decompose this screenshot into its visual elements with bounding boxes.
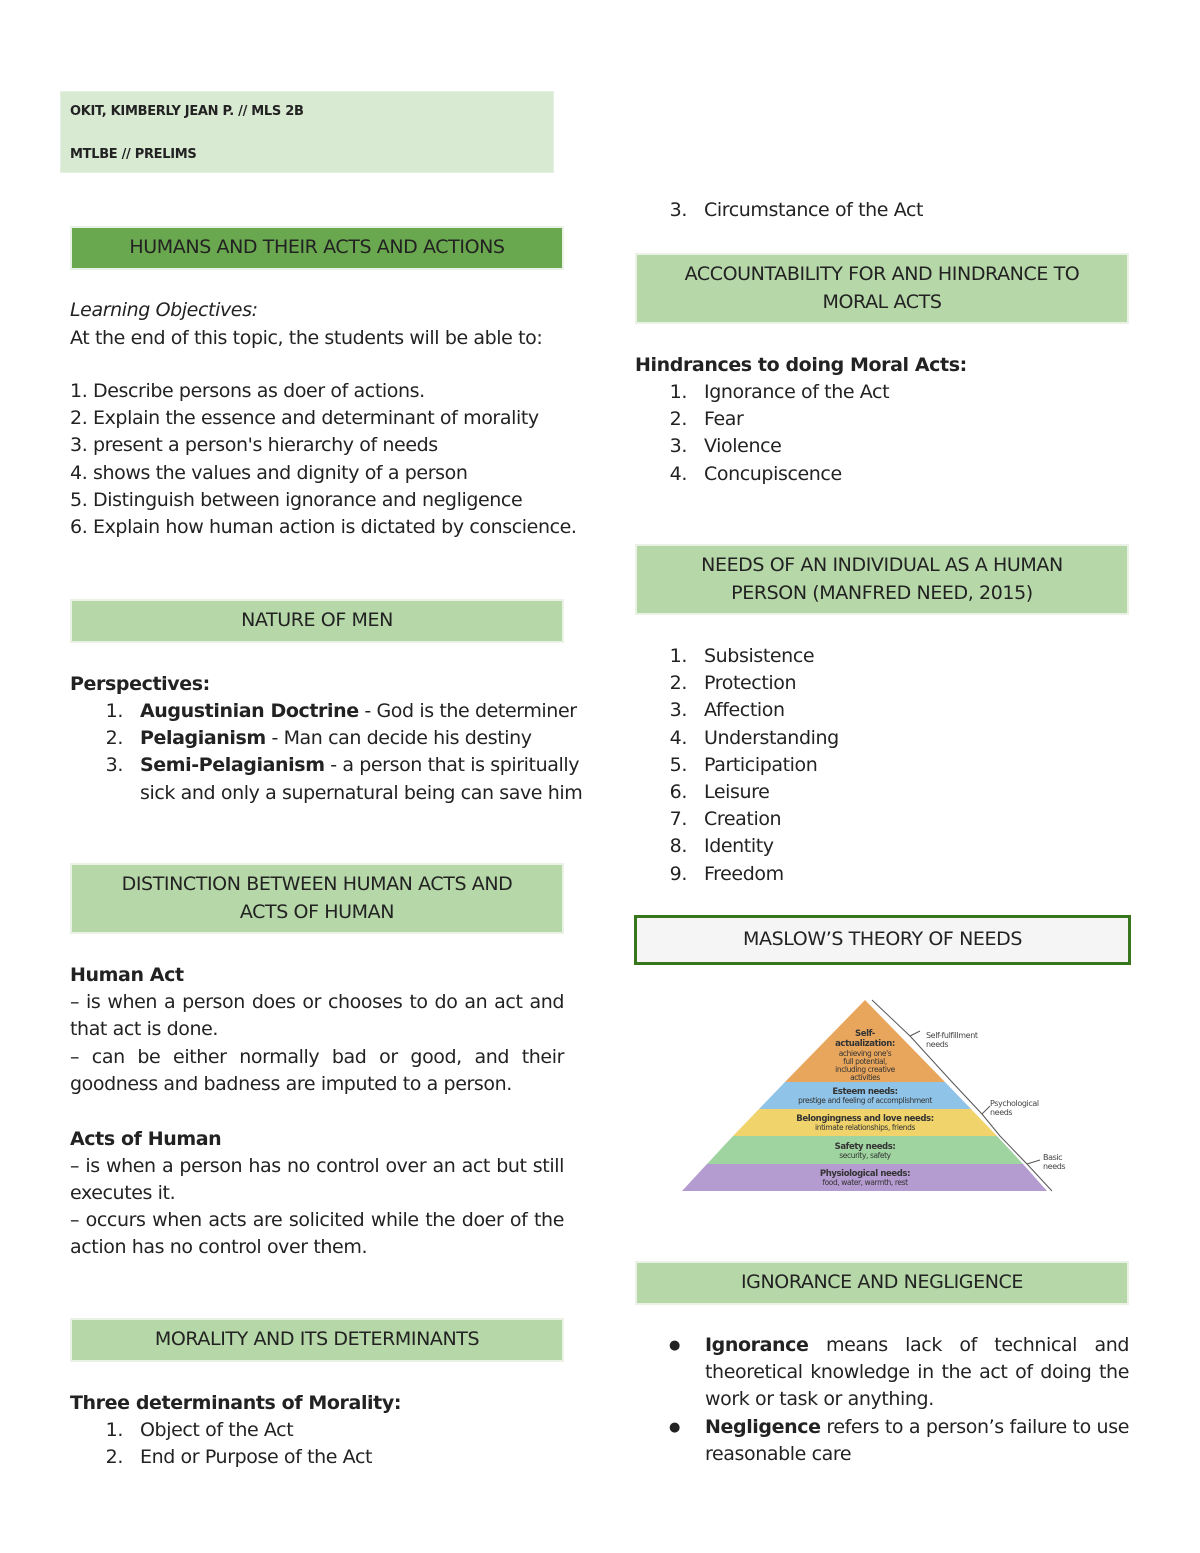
- perspective-item: 2. Pelagianism - Man can decide his destiny: [105, 727, 532, 750]
- objective-item: 5. Distinguish between ignorance and negligence: [70, 488, 523, 511]
- pyramid-label-physio-desc: food, water, warmth, rest: [822, 1178, 908, 1187]
- determinants-label: Three determinants of Morality:: [70, 1392, 402, 1414]
- section-header-ignorance-negligence: IGNORANCE AND NEGLIGENCE: [635, 1261, 1129, 1305]
- need-item: 6. Leisure: [669, 781, 770, 804]
- perspective-item-continued: sick and only a supernatural being can save him: [140, 781, 583, 804]
- section-header-accountability: ACCOUNTABILITY FOR AND HINDRANCE TO MORAL ACTS: [635, 253, 1129, 324]
- objective-item: 3. present a person's hierarchy of needs: [70, 434, 438, 457]
- hindrances-list: [667, 379, 1127, 488]
- section-header-humans-acts: HUMANS AND THEIR ACTS AND ACTIONS: [70, 226, 564, 270]
- pyramid-label-safety-desc: security, safety: [839, 1151, 891, 1160]
- bracket-label-basic: Basic: [1043, 1153, 1063, 1162]
- objective-item: 6. Explain how human action is dictated by conscience.: [70, 516, 577, 539]
- bracket-tick: [982, 1106, 990, 1114]
- objective-item: 4. shows the values and dignity of a person: [70, 461, 468, 484]
- hindrance-item: 2. Fear: [669, 408, 744, 431]
- need-item: 4. Understanding: [669, 726, 839, 749]
- hindrance-item: 3. Violence: [669, 435, 782, 458]
- hindrances-label: Hindrances to doing Moral Acts:: [635, 354, 967, 376]
- determinant-item: 2. End or Purpose of the Act: [105, 1446, 373, 1469]
- bullet-icon: ●: [669, 1419, 680, 1435]
- perspective-item: 1. Augustinian Doctrine - God is the determiner: [105, 700, 577, 722]
- acts-of-human-label: Acts of Human: [70, 1128, 222, 1150]
- hindrance-item: 1. Ignorance of the Act: [669, 381, 890, 403]
- pyramid-label-physio-title: Physiological needs:: [819, 1169, 911, 1179]
- need-item: 2. Protection: [669, 672, 797, 695]
- objectives-list: [70, 378, 577, 541]
- maslow-pyramid-diagram: [682, 996, 1072, 1196]
- pyramid-label-esteem-desc: prestige and feeling of accomplishment: [798, 1096, 932, 1105]
- needs-list: [667, 643, 1127, 888]
- pyramid-label-self-desc: including creative: [835, 1065, 895, 1074]
- bracket-tick: [1027, 1160, 1040, 1164]
- bracket-label-psychological: Psychological: [990, 1099, 1039, 1108]
- perspective-item: 3. Semi-Pelagianism - a person that is spiritually: [105, 754, 580, 777]
- pyramid-label-self-title2: actualization:: [835, 1039, 895, 1049]
- pyramid-label-self-desc: activities: [850, 1073, 880, 1082]
- need-item: 7. Creation: [669, 808, 782, 831]
- student-name: OKIT, KIMBERLY JEAN P. // MLS 2B: [70, 104, 304, 119]
- bullet-item-ignorance: ● Ignorance means lack of technical and theoretical knowledge in the act of doing the work or task or anything.: [669, 1334, 1129, 1411]
- determinants-list: [103, 1417, 563, 1471]
- pyramid-label-safety-title: Safety needs:: [834, 1142, 896, 1152]
- bracket-label-self-fulfillment-2: needs: [926, 1040, 949, 1049]
- need-item: 3. Affection: [669, 699, 785, 722]
- section-header-maslow: MASLOW’S THEORY OF NEEDS: [634, 915, 1131, 965]
- human-act-def-1: – is when a person does or chooses to do an act and that act is done.: [70, 991, 564, 1041]
- bracket-label-self-fulfillment: Self-fulfillment: [926, 1031, 978, 1040]
- learning-objectives-label: Learning Objectives:: [70, 299, 258, 321]
- pyramid-label-belonging-title: Belongingness and love needs:: [796, 1114, 934, 1124]
- course-label: MTLBE // PRELIMS: [70, 147, 197, 162]
- acts-of-human-def-2: – occurs when acts are solicited while the doer of the action has no control over them.: [70, 1209, 564, 1259]
- section-header-morality: MORALITY AND ITS DETERMINANTS: [70, 1318, 564, 1362]
- perspectives-label: Perspectives:: [70, 673, 210, 695]
- need-item: 8. Identity: [669, 835, 774, 858]
- determinant-item: 1. Object of the Act: [105, 1419, 294, 1441]
- determinants-list-continued: [667, 197, 1127, 224]
- pyramid-label-belonging-desc: intimate relationships, friends: [815, 1123, 915, 1132]
- bracket-label-psychological-2: needs: [990, 1108, 1013, 1117]
- determinant-item: 3. Circumstance of the Act: [669, 199, 924, 221]
- objective-item: 2. Explain the essence and determinant of morality: [70, 407, 539, 430]
- pyramid-label-esteem-title: Esteem needs:: [832, 1087, 898, 1097]
- pyramid-label-self-desc: full potential,: [843, 1057, 887, 1066]
- human-act-label: Human Act: [70, 964, 184, 986]
- bracket-label-basic-2: needs: [1043, 1162, 1066, 1171]
- need-item: 1. Subsistence: [669, 645, 815, 667]
- bullet-item-negligence: ● Negligence refers to a person’s failure to use reasonable care: [669, 1415, 1129, 1465]
- objective-item: 1. Describe persons as doer of actions.: [70, 380, 425, 402]
- acts-of-human-def-1: – is when a person has no control over an act but still executes it.: [70, 1155, 564, 1205]
- section-header-distinction: DISTINCTION BETWEEN HUMAN ACTS AND ACTS OF HUMAN: [70, 863, 564, 934]
- human-act-def-2: – can be either normally bad or good, and their goodness and badness are imputed to a person.: [70, 1046, 564, 1096]
- section-header-needs-individual: NEEDS OF AN INDIVIDUAL AS A HUMAN PERSON (MANFRED NEED, 2015): [635, 544, 1129, 615]
- pyramid-label-self-title: Self-: [855, 1029, 875, 1039]
- pyramid-label-self-desc: achieving one's: [838, 1049, 892, 1058]
- bullet-icon: ●: [669, 1338, 680, 1353]
- need-item: 5. Participation: [669, 753, 818, 776]
- objectives-intro: At the end of this topic, the students will be able to:: [70, 327, 543, 349]
- need-item: 9. Freedom: [669, 862, 784, 885]
- hindrance-item: 4. Concupiscence: [669, 462, 842, 485]
- bracket-tick: [910, 1031, 920, 1036]
- perspectives-list: [103, 698, 583, 807]
- student-info-box: [60, 91, 554, 173]
- section-header-nature-of-men: NATURE OF MEN: [70, 599, 564, 643]
- ignorance-negligence-list: [667, 1332, 1129, 1468]
